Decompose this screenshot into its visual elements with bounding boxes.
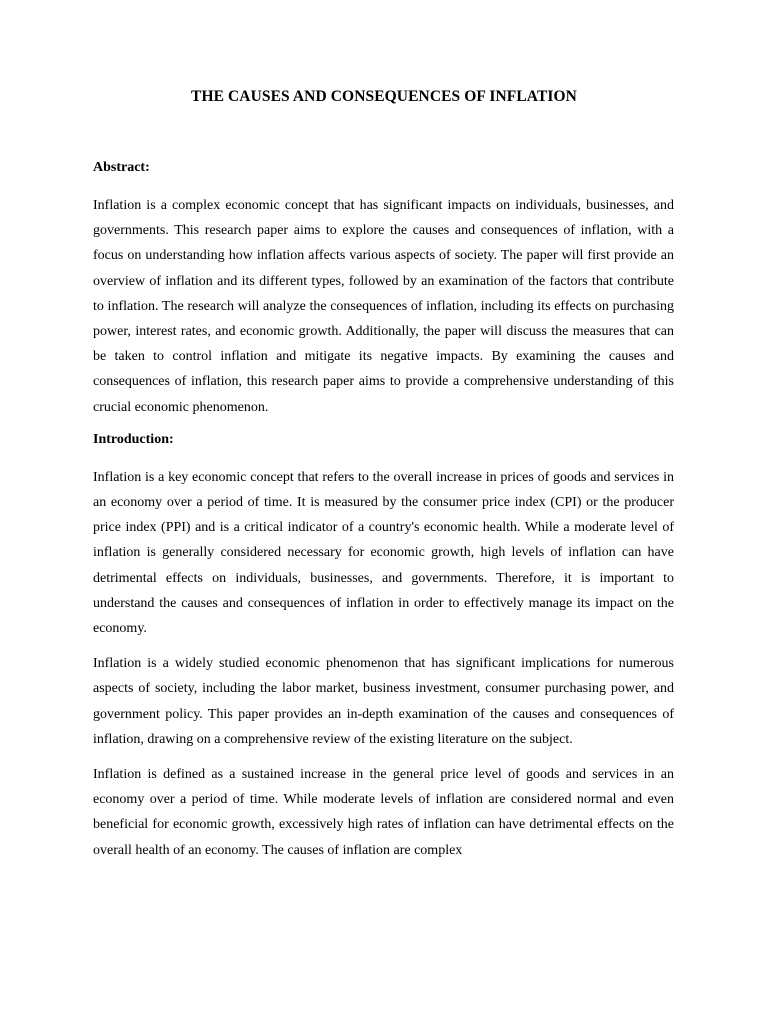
introduction-heading: Introduction: [93, 431, 174, 447]
introduction-section [93, 430, 674, 863]
document-body [93, 158, 674, 863]
introduction-paragraph-3: Inflation is defined as a sustained increase in the general price level of goods and services in an economy over a period of time. While moderate levels of inflation are considered normal and even beneficial for economic growth, excessively high rates of inflation can have detrimental effects on the overall health of an economy. The causes of inflation are complex [93, 767, 674, 858]
abstract-heading: Abstract: [93, 160, 150, 175]
introduction-paragraph-1: Inflation is a key economic concept that refers to the overall increase in prices of goods and services in an economy over a period of time. It is measured by the consumer price index (CPI) or the producer price index (PPI) and is a critical indicator of a country's economic health. While a moderate level of inflation is generally considered necessary for economic growth, high levels of inflation can have detrimental effects on individuals, businesses, and governments. Therefore, it is important to understand the causes and consequences of inflation in order to effectively manage its impact on the economy. [93, 469, 674, 637]
abstract-section [93, 158, 674, 420]
introduction-paragraph-2: Inflation is a widely studied economic phenomenon that has significant implications for numerous aspects of society, including the labor market, business investment, consumer purchasing power, and government policy. This paper provides an in-depth examination of the causes and consequences of inflation, drawing on a comprehensive review of the existing literature on the subject. [93, 656, 674, 747]
abstract-paragraph: Inflation is a complex economic concept that has significant impacts on individuals, businesses, and governments. This research paper aims to explore the causes and consequences of inflation, with a focus on understanding how inflation affects various aspects of society. The paper will first provide an overview of inflation and its different types, followed by an examination of the factors that contribute to inflation. The research will analyze the consequences of inflation, including its effects on purchasing power, interest rates, and economic growth. Additionally, the paper will discuss the measures that can be taken to control inflation and mitigate its negative impacts. By examining the causes and consequences of inflation, this research paper aims to provide a comprehensive understanding of this crucial economic phenomenon. [93, 198, 674, 415]
document-title: THE CAUSES AND CONSEQUENCES OF INFLATION [191, 88, 577, 105]
